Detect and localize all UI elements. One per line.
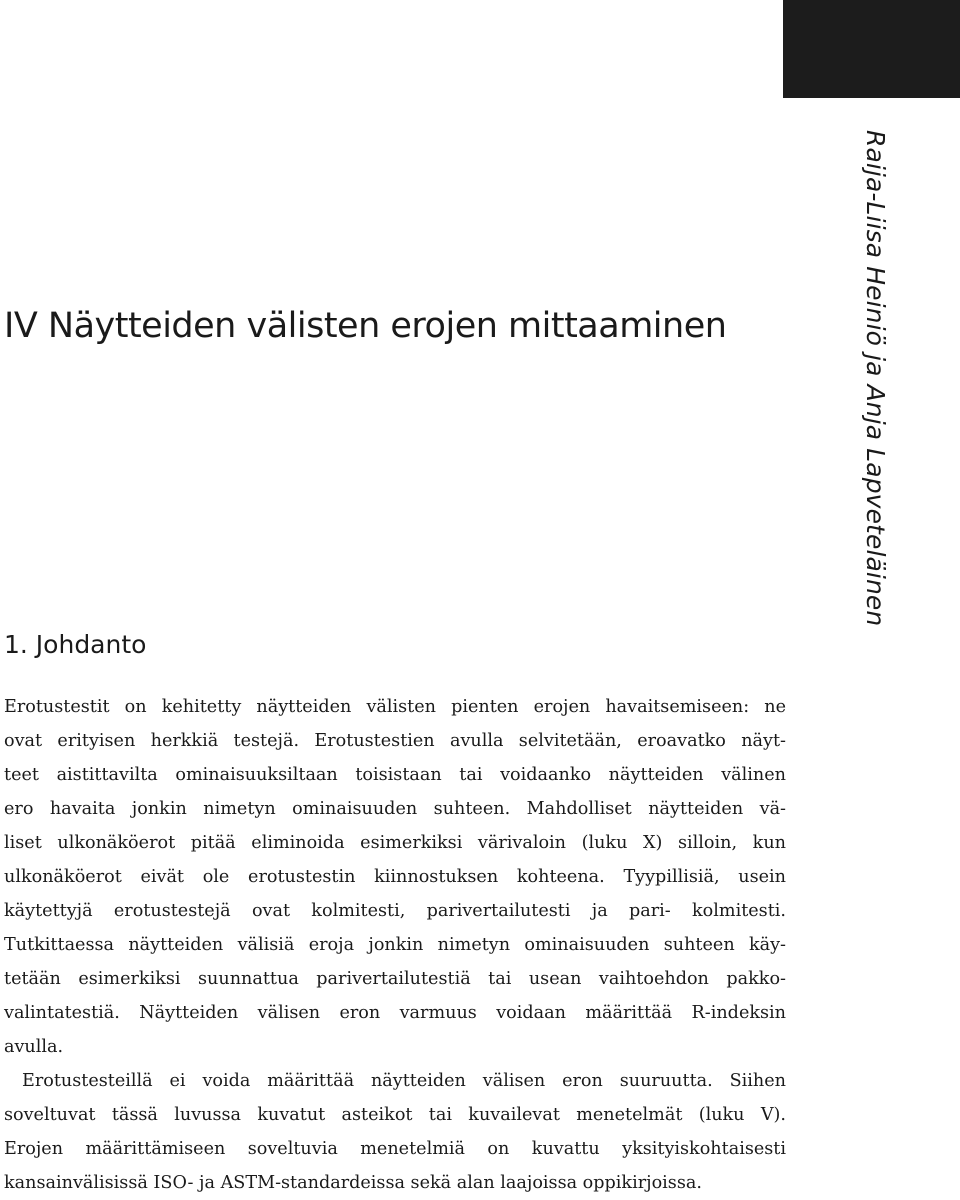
text-line: teet aistittavilta ominaisuuksiltaan toisistaan tai voidaanko näytteiden välinen bbox=[4, 765, 786, 785]
body-text bbox=[4, 690, 786, 1200]
text-line: Erojen määrittämiseen soveltuvia menetelmiä on kuvattu yksityiskohtaisesti bbox=[4, 1139, 786, 1159]
text-line: tetään esimerkiksi suunnattua parivertailutestiä tai usean vaihtoehdon pakko- bbox=[4, 969, 786, 989]
text-line: käytettyjä erotustestejä ovat kolmitesti, parivertailutesti ja pari- kolmitesti. bbox=[4, 901, 786, 921]
text-line: Tutkittaessa näytteiden välisiä eroja jonkin nimetyn ominaisuuden suhteen käy- bbox=[4, 935, 786, 955]
corner-tab-block bbox=[783, 0, 960, 98]
text-line: ero havaita jonkin nimetyn ominaisuuden suhteen. Mahdolliset näytteiden vä- bbox=[4, 799, 786, 819]
running-head-authors: Raija-Liisa Heiniö ja Anja Lapveteläinen bbox=[861, 130, 890, 627]
text-line: ovat erityisen herkkiä testejä. Erotustestien avulla selvitetään, eroavatko näyt- bbox=[4, 731, 786, 751]
text-line: kansainvälisissä ISO- ja ASTM-standardeissa sekä alan laajoissa oppikirjoissa. bbox=[4, 1173, 702, 1193]
paragraph-1 bbox=[4, 690, 786, 1064]
text-line: Erotustesteillä ei voida määrittää näytteiden välisen eron suuruutta. Siihen bbox=[22, 1071, 786, 1091]
paragraph-2 bbox=[4, 1064, 786, 1200]
text-line: valintatestiä. Näytteiden välisen eron varmuus voidaan määrittää R-indeksin bbox=[4, 1003, 786, 1023]
text-line: soveltuvat tässä luvussa kuvatut asteikot tai kuvailevat menetelmät (luku V). bbox=[4, 1105, 786, 1125]
chapter-title: IV Näytteiden välisten erojen mittaaminen bbox=[4, 306, 727, 346]
text-line: ulkonäköerot eivät ole erotustestin kiinnostuksen kohteena. Tyypillisiä, usein bbox=[4, 867, 786, 887]
section-heading: 1. Johdanto bbox=[4, 630, 147, 659]
text-line: liset ulkonäköerot pitää eliminoida esimerkiksi värivaloin (luku X) silloin, kun bbox=[4, 833, 786, 853]
text-line: Erotustestit on kehitetty näytteiden välisten pienten erojen havaitsemiseen: ne bbox=[4, 697, 786, 717]
text-line: avulla. bbox=[4, 1037, 64, 1057]
